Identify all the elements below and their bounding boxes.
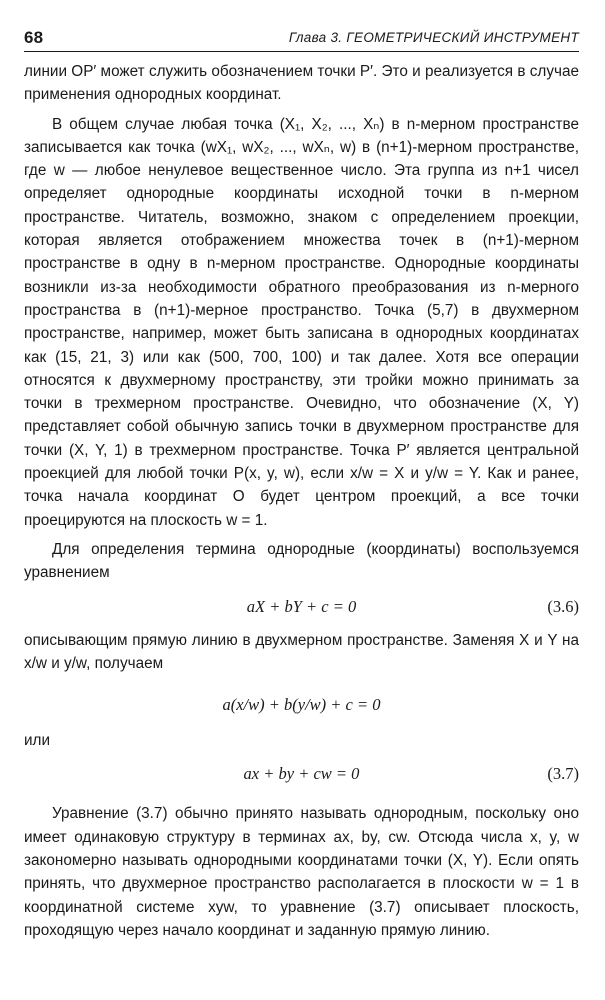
header-rule (24, 51, 579, 52)
body-text (24, 60, 579, 942)
paragraph-1: линии OP′ может служить обозначением точки P′. Это и реализуется в случае применения однородных координат. (24, 63, 579, 104)
running-head: Глава 3. ГЕОМЕТРИЧЕСКИЙ ИНСТРУМЕНТ (288, 30, 579, 45)
equation-3-6-number: (3.6) (547, 596, 579, 616)
paragraph-2: В общем случае любая точка (X₁, X₂, ..., Xₙ) в n-мерном пространстве записывается как точка (wX₁, wX₂, ..., wXₙ, w) в (n+1)-мерном пространстве, где w — любое ненулевое вещественное число. Эта группа из n+1 чисел определяет однородные координаты исходной точки в n-мерном пространстве. Читатель, возможно, знаком с определением проекции, которая является отображением множества точек в (n+1)-мерном пространстве в одну в n-мерном пространстве. Однородные координаты возникли из-за необходимости обратного преобразования из n-мерного пространства в (n+1)-мерное пространство. Точка (5,7) в двухмерном пространстве, например, может быть записана в однородных координатах как (15, 21, 3) или как (500, 700, 100) и так далее. Хотя все операции относятся к двухмерному пространству, эти тройки можно принимать за точки в трехмерном пространстве. Очевидно, что обозначение (X, Y) представляет собой обычную запись точки в двухмерном пространстве для точки (X, Y, 1) в трехмерном пространстве. Точка P′ является центральной проекцией для любой точки P(x, y, w), если x/w = X и y/w = Y. Как и ранее, точка начала координат O будет центром проекций, а все точки проецируются на плоскость w = 1. (24, 115, 579, 529)
equation-3-7-number: (3.7) (547, 764, 579, 784)
equation-substitution (24, 675, 579, 729)
paragraph-6: Уравнение (3.7) обычно принято называть однородным, поскольку оно имеет одинаковую структуру в терминах ax, by, cw. Отсюда числа x, y, w закономерно называть однородными координатами точки (X, Y). Если опять принять, что двухмерное пространство располагается в плоскости w = 1 в координатной системе xyw, то уравнение (3.7) описывает плоскость, проходящую через начало координат и заданную прямую линию. (24, 805, 579, 939)
equation-3-6 (24, 585, 579, 629)
equation-3-7 (24, 752, 579, 796)
paragraph-3: Для определения термина однородные (координаты) воспользуемся уравнением (24, 540, 579, 582)
equation-substitution-expression: a(x/w) + b(y/w) + c = 0 (222, 695, 381, 715)
paragraph-or: или (24, 732, 51, 750)
paragraph-4: описывающим прямую линию в двухмерном пространстве. Заменяя X и Y на x/w и y/w, получаем (24, 631, 579, 672)
equation-3-7-expression: ax + by + cw = 0 (243, 764, 360, 784)
page-header (24, 28, 579, 52)
equation-3-6-expression: aX + bY + c = 0 (246, 596, 357, 616)
page-number: 68 (24, 28, 44, 47)
